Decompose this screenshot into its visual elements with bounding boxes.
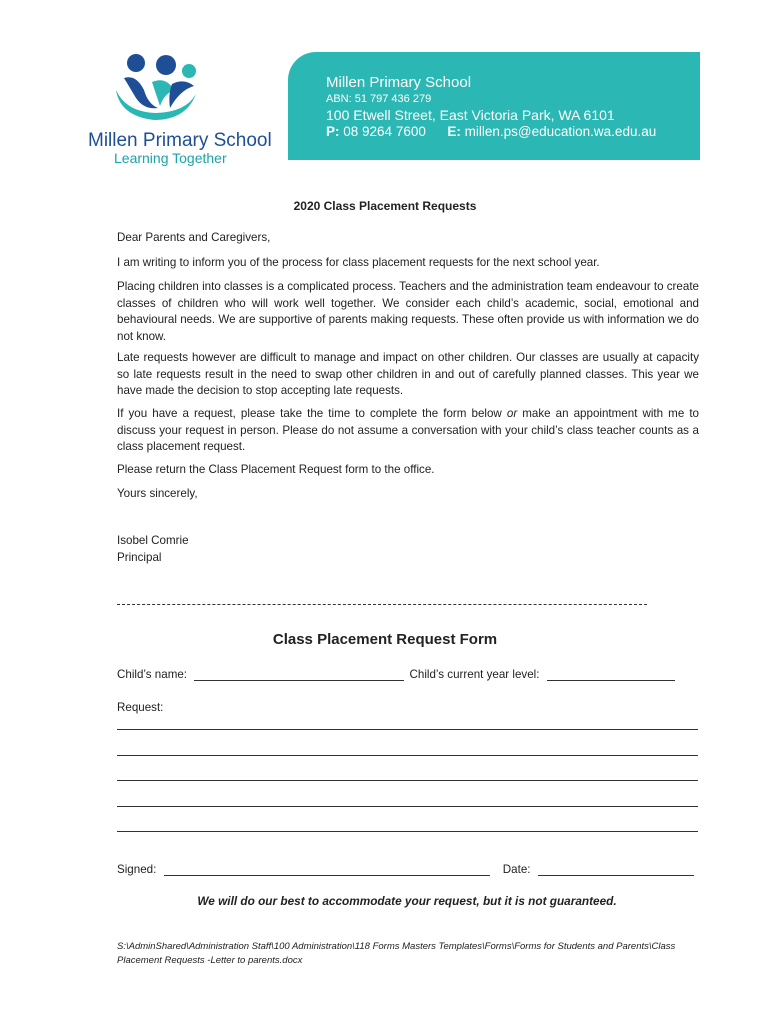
request-line-5[interactable] [117,831,698,832]
paragraph-4 [117,406,699,456]
year-level-field[interactable] [547,668,675,681]
date-label: Date: [502,863,531,876]
request-line-3[interactable] [117,780,698,781]
guarantee-note: We will do our best to accommodate your request, but it is not guaranteed. [197,894,617,908]
signatory-name: Isobel Comrie [117,534,189,547]
paragraph-1: I am writing to inform you of the process for class placement requests for the next school year. [117,256,600,269]
salutation: Dear Parents and Caregivers, [117,231,271,244]
childs-name-field[interactable] [194,668,404,681]
letter-title: 2020 Class Placement Requests [293,199,477,213]
signed-label: Signed: [117,863,157,876]
signature-field[interactable] [164,863,490,876]
date-field[interactable] [538,863,694,876]
paragraph-4-start: If you have a request, please take the time to complete the form below [117,407,507,420]
school-logo-icon [114,50,234,130]
request-line-4[interactable] [117,806,698,807]
paragraph-2: Placing children into classes is a complicated process. Teachers and the administration team endeavour to create classes of children who will work well together. We consider each child’s academic, social, emotional and behavioural needs. We are supportive of parents making requests. These often provide us with information we do not know. [117,280,699,343]
banner-address: 100 Etwell Street, East Victoria Park, WA 6101 [326,107,615,123]
childs-name-row [117,668,675,681]
year-level-label: Child’s current year level: [409,668,540,681]
school-logo [84,48,272,168]
paragraph-4-end: make an appointment with me to discuss your request in person. Please do not assume a conversation with your child’s class teacher counts as a class placement request. [117,407,699,453]
banner-contact [326,124,656,139]
banner-abn: ABN: 51 797 436 279 [326,93,432,105]
signatory-title: Principal [117,551,162,564]
paragraph-4-or: or [506,407,518,420]
banner-school-name: Millen Primary School [326,74,472,91]
email-label: E: [447,124,461,139]
request-line-2[interactable] [117,755,698,756]
form-title: Class Placement Request Form [272,631,498,648]
file-path-footer: S:\AdminShared\Administration Staff\100 Administration\118 Forms Masters Templates\Forms\Forms for Students and Parents\Class Placement Requests -Letter to parents.docx [117,941,676,966]
signature-row [117,863,694,876]
logo-tagline: Learning Together [114,150,227,166]
request-line-1[interactable] [117,729,698,730]
cut-line-divider [117,604,647,605]
paragraph-3: Late requests however are difficult to manage and impact on other children. Our classes are usually at capacity so late requests result in the need to swap other children in and out of carefully planned classes. This year we have made the decision to stop accepting late requests. [117,351,699,397]
childs-name-label: Child’s name: [117,668,188,681]
paragraph-5: Please return the Class Placement Request form to the office. [117,463,435,476]
request-label: Request: [117,701,164,714]
logo-school-name: Millen Primary School [88,130,272,151]
phone-label: P: [326,124,340,139]
email-address[interactable]: millen.ps@education.wa.edu.au [464,124,657,139]
closing: Yours sincerely, [117,487,198,500]
phone-number: 08 9264 7600 [343,124,426,139]
contact-banner [288,52,700,160]
